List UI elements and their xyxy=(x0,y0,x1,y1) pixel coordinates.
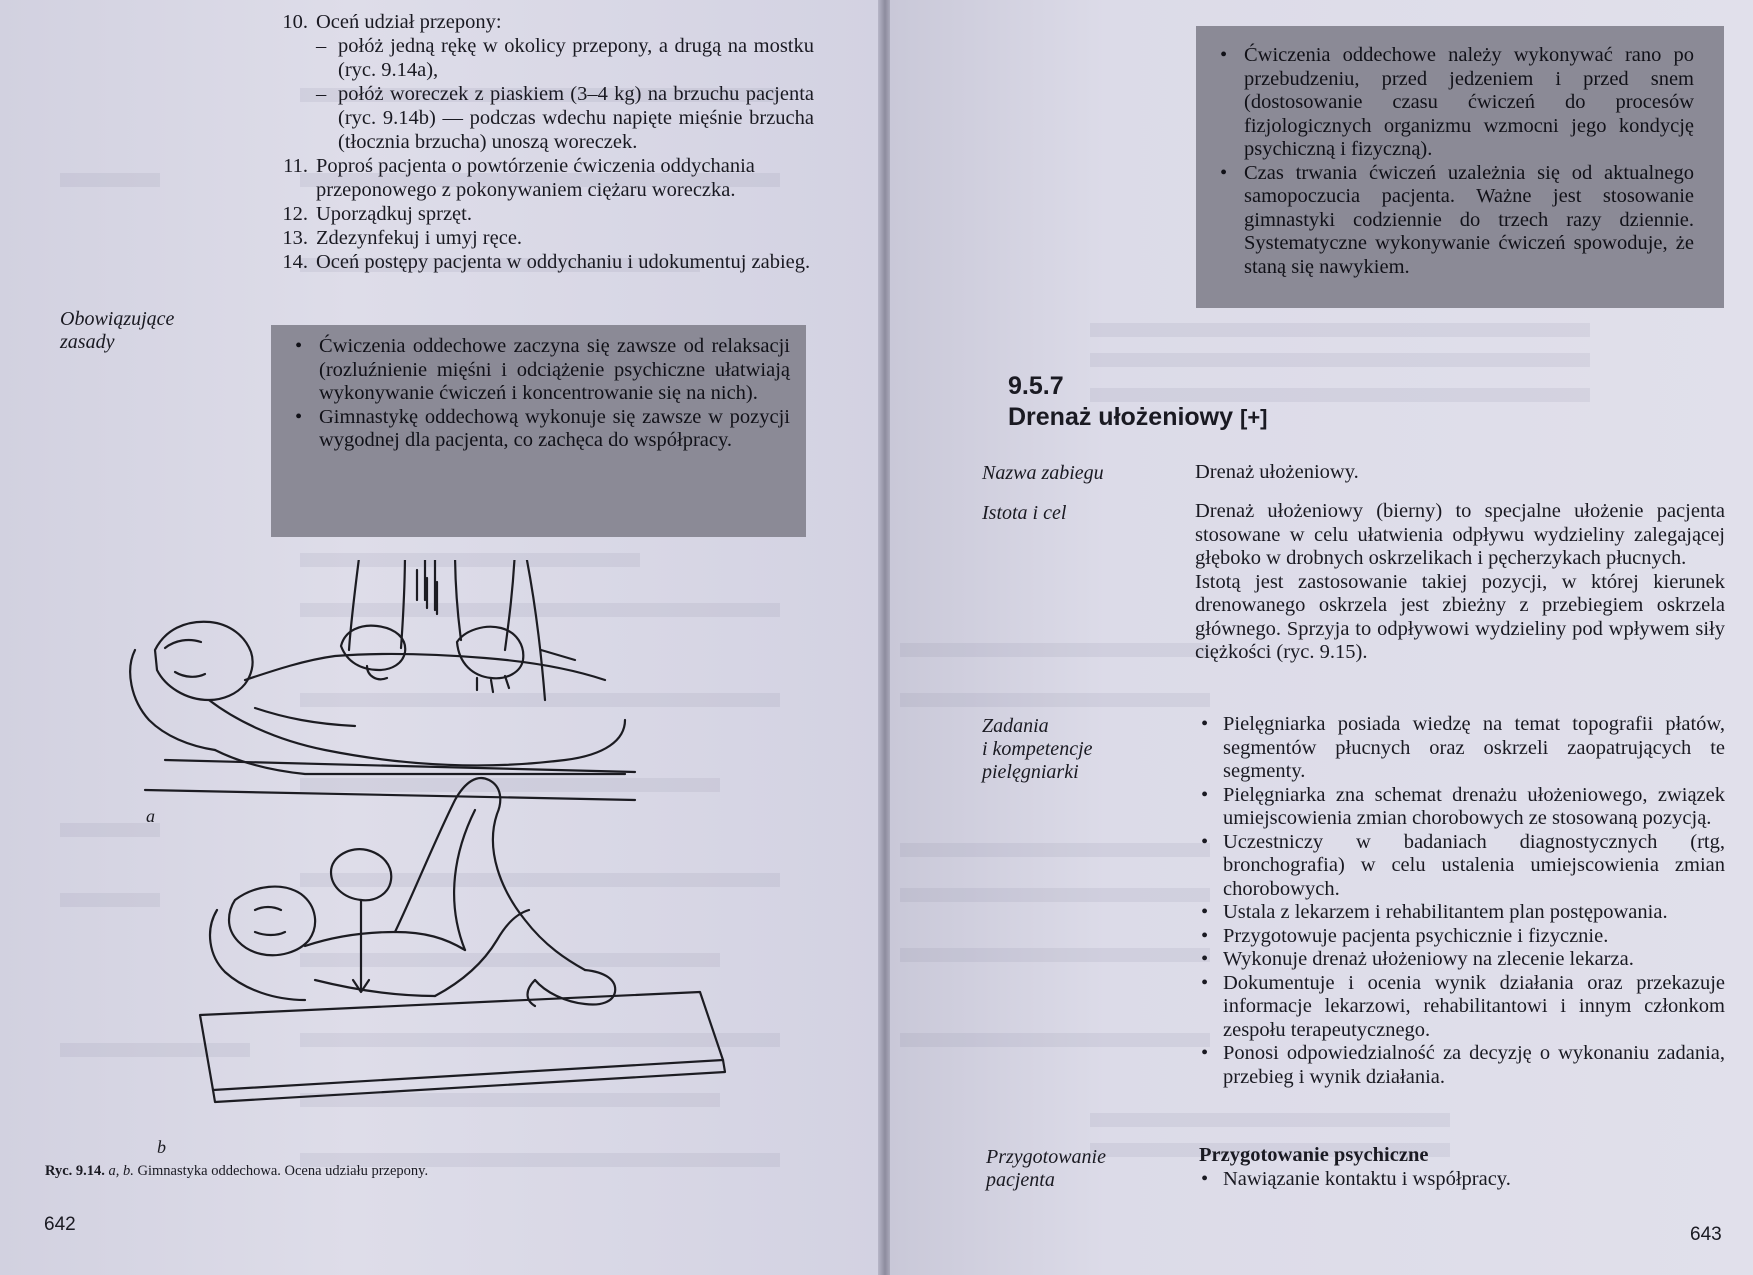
rules-right-item-2: • Czas trwania ćwiczeń uzależnia się od aktualnego samopoczucia pacjenta. Ważne jest stosowanie gimnastyki codziennie do trzech razy dziennie. Systematyczne wykonywanie ćwiczeń spowoduje, że staną się nawykiem. xyxy=(1220,162,1694,280)
istota-text-block xyxy=(1195,500,1725,665)
section-badge: [+] xyxy=(1240,405,1268,430)
figure-9-14-illustration xyxy=(105,560,815,1165)
step-10: 10. Oceń udział przepony: xyxy=(282,11,502,33)
zadania-list xyxy=(1195,713,1725,1089)
right-page xyxy=(890,0,1753,1275)
przygotowanie-list xyxy=(1195,1168,1729,1192)
side-label-zasady: Obowiązujące zasady xyxy=(60,308,175,353)
step-14: 14. Oceń postępy pacjenta w oddychaniu i udokumentuj zabieg. xyxy=(282,251,811,273)
label-nazwa-zabiegu: Nazwa zabiegu xyxy=(982,462,1104,484)
przygotowanie-block xyxy=(1199,1144,1729,1191)
istota-paragraph-2: Istotą jest zastosowanie takiej pozycji, w której kierunek drenowanego oskrzela jest zbieżny z przebiegiem oskrzela głównego. Sprzyja to odpływowi wydzieliny pod wpływem siły ciężkości (ryc. 9.15). xyxy=(1195,570,1725,663)
przygotowanie-heading: Przygotowanie psychiczne xyxy=(1199,1144,1429,1166)
text-nazwa-zabiegu: Drenaż ułożeniowy. xyxy=(1195,461,1359,483)
figure-label-b: b xyxy=(157,1137,166,1157)
page-number-left: 642 xyxy=(44,1214,76,1235)
zadania-item-5: • Przygotowuje pacjenta psychicznie i fizycznie. xyxy=(1195,925,1725,949)
section-number: 9.5.7 xyxy=(1008,372,1064,400)
step-10-sub-1: – połóż jedną rękę w okolicy przepony, a drugą na mostku (ryc. 9.14a), xyxy=(316,35,814,81)
zadania-item-1: • Pielęgniarka posiada wiedzę na temat topografii płatów, segmentów płucnych oraz oskrzeli zaopatrujących te segmenty. xyxy=(1195,713,1725,784)
figure-caption: Ryc. 9.14. a, b. Gimnastyka oddechowa. Ocena udziału przepony. xyxy=(45,1163,429,1179)
section-title: Drenaż ułożeniowy [+] xyxy=(1008,403,1268,431)
step-12: 12. Uporządkuj sprzęt. xyxy=(282,203,472,225)
label-przygotowanie-pacjenta: Przygotowanie pacjenta xyxy=(986,1146,1106,1191)
zadania-item-7: • Dokumentuje i ocenia wynik działania oraz przekazuje informacje lekarzowi, rehabilitantowi i innym członkom zespołu terapeutycznego. xyxy=(1195,972,1725,1043)
zadania-item-2: • Pielęgniarka zna schemat drenażu ułożeniowego, związek umiejscowienia zmian chorobowych ze stosowaną pozycją. xyxy=(1195,784,1725,831)
step-11: 11. Poproś pacjenta o powtórzenie ćwiczenia oddychania przeponowego z pokonywaniem ciężaru woreczka. xyxy=(283,155,755,201)
istota-paragraph-1: Drenaż ułożeniowy (bierny) to specjalne ułożenie pacjenta stosowane w celu ułatwienia odpływu wydzieliny zalegającej głęboko w drobnych oskrzelikach i pęcherzykach płucnych. xyxy=(1195,500,1725,569)
rules-right-item-1: • Ćwiczenia oddechowe należy wykonywać rano po przebudzeniu, przed jedzeniem i przed snem (dostosowanie czasu ćwiczeń do procesów fizjologicznych organizmu wzmocni jego kondycję psychiczną i fizyczną). xyxy=(1220,44,1694,162)
zadania-item-8: • Ponosi odpowiedzialność za decyzję o wykonaniu zadania, przebieg i wynik działania. xyxy=(1195,1042,1725,1089)
figure-label-a: a xyxy=(146,806,155,826)
step-10-sub-2: – połóż woreczek z piaskiem (3–4 kg) na brzuchu pacjenta (ryc. 9.14b) — podczas wdechu napięte mięśnie brzucha (tłocznia brzucha) unoszą woreczek. xyxy=(316,83,814,153)
rules-item-1: • Ćwiczenia oddechowe zaczyna się zawsze od relaksacji (rozluźnienie mięśni i odciążenie psychiczne ułatwiają wykonywanie ćwiczeń i koncentrowanie się na nich). xyxy=(295,335,790,406)
label-istota-i-cel: Istota i cel xyxy=(982,502,1067,524)
rules-box-left xyxy=(271,325,806,537)
step-13: 13. Zdezynfekuj i umyj ręce. xyxy=(282,227,523,249)
zadania-item-3: • Uczestniczy w badaniach diagnostycznych (rtg, bronchografia) w celu ustalenia umiejscowienia zmian chorobowych. xyxy=(1195,831,1725,902)
procedure-steps xyxy=(274,10,814,274)
label-zadania: Zadania i kompetencje pielęgniarki xyxy=(982,715,1093,783)
przygotowanie-item-1: • Nawiązanie kontaktu i współpracy. xyxy=(1195,1168,1729,1192)
page-number-right: 643 xyxy=(1690,1224,1722,1245)
rules-item-2: • Gimnastykę oddechową wykonuje się zawsze w pozycji wygodnej dla pacjenta, co zachęca do współpracy. xyxy=(295,406,790,453)
zadania-item-4: • Ustala z lekarzem i rehabilitantem plan postępowania. xyxy=(1195,901,1725,925)
rules-box-right xyxy=(1196,26,1724,308)
zadania-item-6: • Wykonuje drenaż ułożeniowy na zlecenie lekarza. xyxy=(1195,948,1725,972)
